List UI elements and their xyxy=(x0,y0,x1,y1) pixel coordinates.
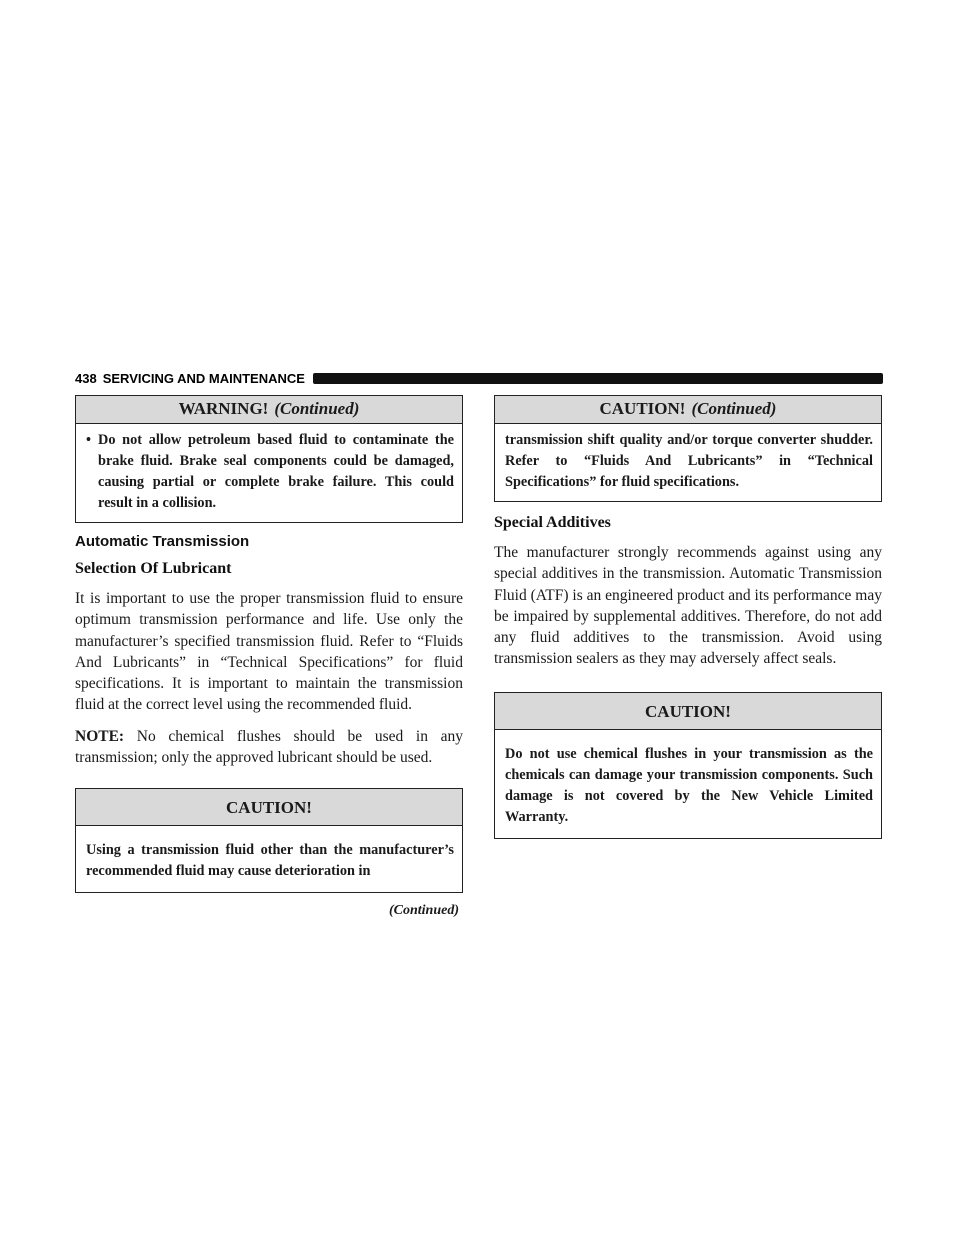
note-label: NOTE: xyxy=(75,727,125,745)
left-column xyxy=(75,395,463,919)
caution-box-body: Using a transmission fluid other than the manufacturer’s recommended fluid may cause deterioration in xyxy=(86,842,454,880)
caution-box-continued xyxy=(494,395,882,502)
additives-paragraph: The manufacturer strongly recommends against using any special additives in the transmission. Automatic Transmission Fluid (ATF) is an engineered product and its performance may be impaired by supplemental additives. Therefore, do not add any fluid additives to the transmission. Avoid using transmission sealers as they may adversely affect seals. xyxy=(494,544,882,668)
caution-continued-title xyxy=(495,396,881,424)
caution-continued-label: (Continued) xyxy=(691,399,777,418)
warning-box-continued xyxy=(75,395,463,523)
lubricant-paragraph: It is important to use the proper transmission fluid to ensure optimum transmission performance and life. Use only the manufacturer’s specified transmission fluid. Refer to “Fluids And Lubricants” in “Technical Specifications” for fluid specifications. It is important to maintain the transmission fluid at the correct level using the recommended fluid. xyxy=(75,590,463,714)
caution-box-title: CAUTION! xyxy=(76,789,462,826)
subheading-special-additives: Special Additives xyxy=(494,514,611,531)
caution-box-fluid xyxy=(75,788,463,893)
header-rule xyxy=(313,373,883,384)
warning-text: Do not allow petroleum based fluid to contaminate the brake fluid. Brake seal components could be damaged, causing partial or complete brake failure. This could result in a collision. xyxy=(98,432,454,511)
page-header xyxy=(75,370,883,386)
subheading-selection-of-lubricant: Selection Of Lubricant xyxy=(75,560,232,577)
section-title: SERVICING AND MAINTENANCE xyxy=(102,370,305,386)
right-column xyxy=(494,395,882,849)
continued-footer: (Continued) xyxy=(388,903,459,919)
section-heading-automatic-transmission: Automatic Transmission xyxy=(75,533,250,550)
note-paragraph xyxy=(75,726,463,769)
warning-continued-label: (Continued) xyxy=(274,399,360,418)
page-number: 438 xyxy=(75,370,97,386)
bullet-icon: • xyxy=(86,432,92,448)
warning-title: WARNING! xyxy=(178,399,269,418)
caution-continued-body: transmission shift quality and/or torque converter shudder. Refer to “Fluids And Lubricants” in “Technical Specifications” for fluid specifications. xyxy=(505,432,873,490)
caution-flushes-body: Do not use chemical flushes in your transmission as the chemicals can damage your transmission components. Such damage is not covered by the New Vehicle Limited Warranty. xyxy=(505,745,873,825)
note-text: No chemical flushes should be used in any transmission; only the approved lubricant should be used. xyxy=(75,727,463,767)
warning-bullet-item xyxy=(86,430,454,514)
caution-flushes-title: CAUTION! xyxy=(495,693,881,730)
caution-title: CAUTION! xyxy=(599,399,686,418)
caution-box-flushes xyxy=(494,692,882,839)
warning-box-title xyxy=(76,396,462,424)
warning-box-body xyxy=(76,424,462,522)
